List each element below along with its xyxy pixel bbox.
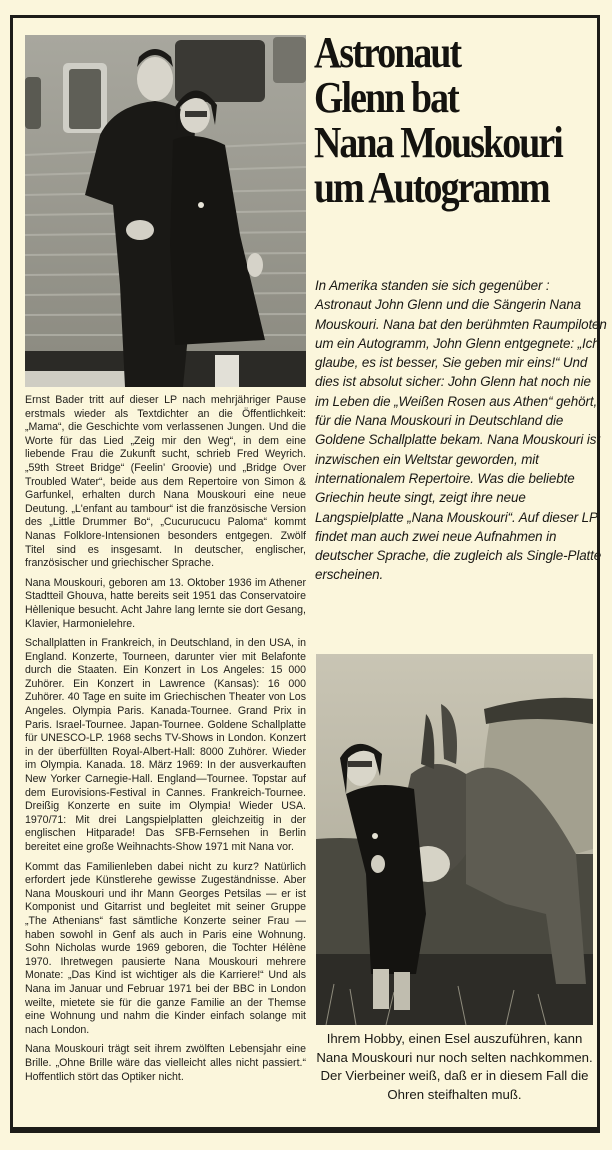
body-paragraph: Schallplatten in Frankreich, in Deutschland, in den USA, in England. Konzerte, Tourneen, darunter vier mit Belafonte durch die Staaten. Ein Konzert in Los Angeles: 15 000 Zuhörer. Ein Konzert in Lawrence (Kansas): 16 000 Zuhörer. 40 Tage en suite im Griechischen Theater von Los Angeles. Olympia Paris. Kanada-Tournee. Grand Prix in Paris. Israel-Tournee. Japan-Tournee. Goldene Schallplatte für UNESCO-LP. 1968 sechs TV-Shows in London. Konzert in der überfüllten Royal-Albert-Hall: 8000 Zuhörer. Wieder im Olympia. Kanada. 18. März 1969: In der ausverkauften New Yorker Carnegie-Hall. England—Tournee. Topstar auf dem Eurovisions-Festival in Cannes. Frankreich-Tournee. Dreißig Konzerte en suite im Olympia! Wieder USA. 1970/71: Mit drei Langspielplatten gleichzeitig in der englischen Hitparade! Das SFB-Fernsehen in Berlin bereitet eine große Weihnachts-Show 1971 mit Nana vor. bbox=[25, 637, 306, 853]
headline-line: Astronaut bbox=[314, 28, 461, 77]
headline-line: Nana Mouskouri bbox=[314, 118, 562, 167]
body-paragraph: Nana Mouskouri, geboren am 13. Oktober 1936 im Athener Stadtteil Ghouva, hatte bereits seit 1951 das Conservatoire Hèllenique besucht. Acht Jahre lang lernte sie dort Gesang, Klavier, Harmonielehre. bbox=[25, 576, 306, 630]
body-text-column bbox=[25, 394, 306, 1090]
headline-line: um Autogramm bbox=[314, 163, 549, 212]
photo-donkey-illustration bbox=[316, 654, 593, 1025]
photo-woman-with-donkey bbox=[316, 654, 593, 1025]
photo-caption: Ihrem Hobby, einen Esel auszuführen, kann Nana Mouskouri nur noch selten nachkommen. Der Vierbeiner weiß, daß er in diesem Fall die Ohren steifhalten muß. bbox=[316, 1031, 593, 1102]
headline-line: Glenn bat bbox=[314, 73, 458, 122]
photo-couple-illustration bbox=[25, 35, 306, 387]
body-paragraph: Kommt das Familienleben dabei nicht zu kurz? Natürlich erfordert jede Künstlerehe gewisse Zugeständnisse. Aber Nana Mouskouri und ihr Mann Georges Petsilas — er ist Komponist und Gitarrist und begleitet mit seiner Gruppe „The Athenians“ fast sämtliche Konzerte seiner Frau — haben sowohl in Genf als auch in Paris eine Wohnung. Sohn Nicholas wurde 1969 geboren, die Tochter Hélène 1970. Ihretwegen pausierte Nana Mouskouri mehrere Monate: „Das Kind ist wichtiger als die Karriere!“ Und als Nana im Januar und Februar 1971 bei der BBC in London weilte, mietete sie für die ganze Familie an der Themse eine Wohnung und nahm die Kinder einfach solange mit nach London. bbox=[25, 860, 306, 1036]
body-paragraph: Nana Mouskouri trägt seit ihrem zwölften Lebensjahr eine Brille. „Ohne Brille wäre das vielleicht alles nicht passiert.“ Hoffentlich stört das Optiker nicht. bbox=[25, 1043, 306, 1083]
bottom-rule bbox=[13, 1127, 599, 1131]
lead-text: In Amerika standen sie sich gegenüber : Astronaut John Glenn und die Sängerin Nana Mouskouri. Nana bat den berühmten Raumpiloten um ein Autogramm, John Glenn entgegnete: „Ich glaube, es ist besser, Sie geben mir eins!“ Und dies ist absolut sicher: John Glenn hat noch nie im Leben die „Weißen Rosen aus Athen“ gehört, für die Nana Mouskouri in Deutschland die Goldene Schallplatte bekam. Nana Mouskouri ist inzwischen ein Weltstar geworden, mit internationalem Repertoire. Was die beliebte Griechin heute singt, zeigt ihre neue Langspielplatte „Nana Mouskouri“. Auf dieser LP findet man auch zwei neue Aufnahmen in deutscher Sprache, die zugleich als Single-Platte erscheinen. bbox=[315, 278, 607, 583]
body-paragraph: Ernst Bader tritt auf dieser LP nach mehrjähriger Pause erstmals wieder als Textdichter an die Öffentlichkeit: „Mama“, die Geschichte vom verlassenen Jungen. Und die Worte für das Lied „Zeig mir den Weg“, in dem eine liebende Frau die Zukunft sucht, schrieb Fred Weyrich. „59th Street Bridge“ (Feelin' Groovie) und „Bridge Over Troubled Water“, beide aus dem Repertoire von Simon & Garfunkel, erhalten durch Nana Mouskouri eine neue Deutung. „L'enfant au tambour“ ist die französische Version des „Little Drummer Bo“, „Cucurucucu Paloma“ kommt Nanas Folklore-Intensionen besonders entgegen. Zwölf Titel sind es insgesamt. In deutscher, englischer, französischer und griechischer Sprache. bbox=[25, 394, 306, 570]
photo-couple-at-bus bbox=[25, 35, 306, 387]
lead-paragraph bbox=[315, 276, 607, 585]
headline bbox=[314, 30, 563, 210]
